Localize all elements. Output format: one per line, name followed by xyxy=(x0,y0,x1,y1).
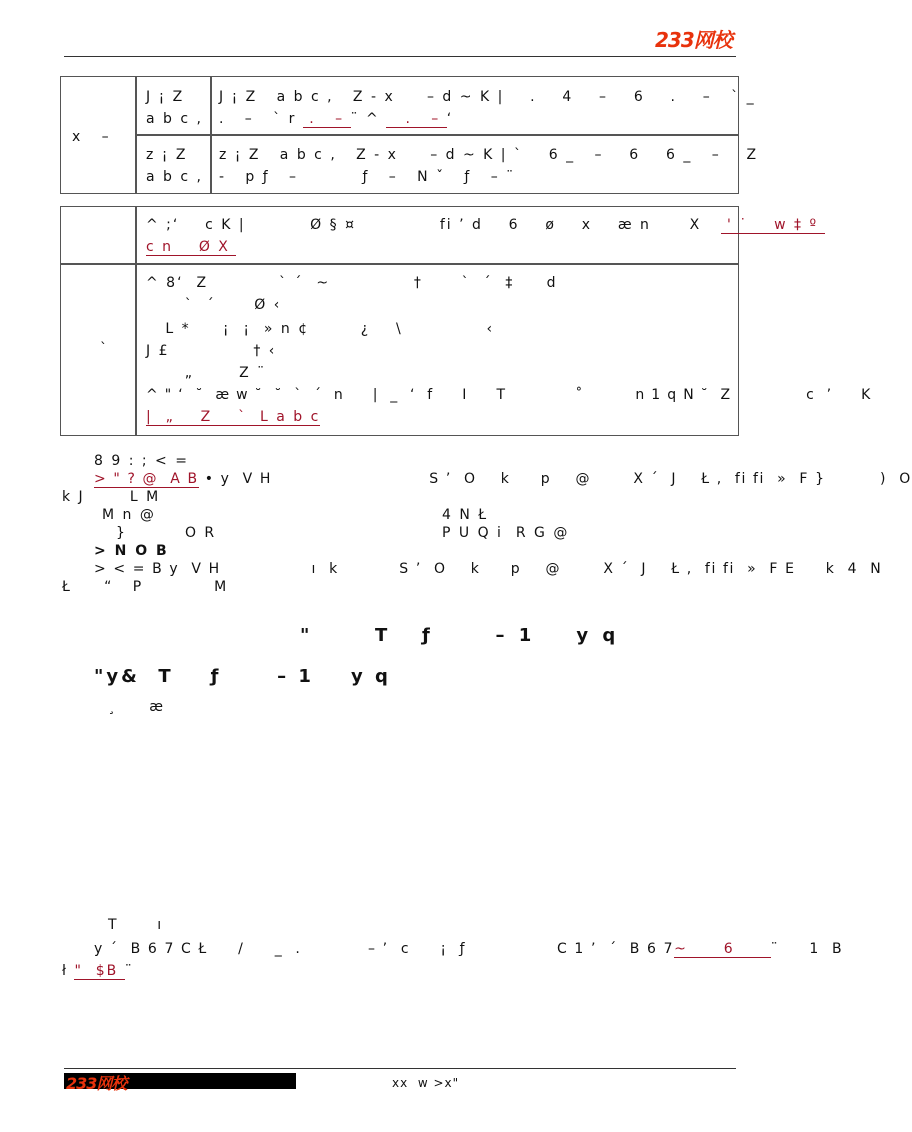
body-line: } O R xyxy=(116,525,217,541)
table-2-left-label: ` xyxy=(100,341,109,357)
body-line: M n @ xyxy=(102,507,156,523)
table-1-r1-c2b xyxy=(219,110,453,128)
table-2-r1-line1 xyxy=(146,216,825,234)
table-1-left-label: x – xyxy=(72,129,111,145)
text-span: . – ` r xyxy=(219,111,303,127)
text-span: ^ ;‘ c K | Ø § ¤ fi ’ d 6 ø x æ n X xyxy=(146,217,721,233)
table-1-r1-c1a: J ¡ Z xyxy=(146,89,185,105)
table-2-r2-line: J £ † ‹ xyxy=(146,343,277,359)
table-2-divider xyxy=(135,207,137,435)
section-title: " T ƒ – 1 y q xyxy=(300,625,620,646)
text-span: ł xyxy=(62,963,75,979)
text-span: ¨ 1 B xyxy=(770,941,844,957)
table-2-r2-line: ^ " ‘ ˘ æ w ˘ ˘ ` ´ n | _ ‘ f I T ˚ n 1 q N ˘ Z c ’ K xyxy=(146,387,872,403)
table-2-link[interactable]: ' ˙ w ‡ º xyxy=(720,217,825,233)
body-line: Ł “ P M xyxy=(62,579,229,595)
table-1-r2-c2a: z ¡ Z a b c , Z - x – d ~ K | ` 6 _ – 6 6 _ – Z xyxy=(219,147,759,163)
table-1-r1-c1b: a b c , xyxy=(146,111,203,127)
bottom-link[interactable]: ~ 6 xyxy=(674,941,771,957)
footer-logo xyxy=(66,1071,126,1094)
text-span: y ´ B 6 7 C Ł / _ . – ’ c ¡ ƒ C 1 ’ ´ B 6 7 xyxy=(94,941,675,957)
table-2-link[interactable]: | „ Z ` L a b c xyxy=(146,409,321,425)
text-span: ¨ ^ xyxy=(350,111,387,127)
body-line: > < = B y V H ı k S ’ O k p @ X ´ J Ł , fi fi » F E k 4 N xyxy=(94,561,883,577)
table-1-r2-c2b: - p ƒ – ƒ – N ˇ ƒ – ¨ xyxy=(219,169,516,185)
footer-rule xyxy=(64,1068,736,1069)
text-span: ¨ xyxy=(124,963,134,979)
text-span: ‘ xyxy=(446,111,454,127)
bottom-line xyxy=(62,962,134,980)
table-2-r1-line2 xyxy=(146,238,236,256)
table-1-r2-c1b: a b c , xyxy=(146,169,203,185)
bottom-line: T ı xyxy=(108,917,164,933)
table-2-r2-line: „ Z ¨ xyxy=(146,365,267,381)
table-2-row-divider xyxy=(61,263,738,265)
header-logo-text: 233网校 xyxy=(655,28,732,52)
bottom-link[interactable]: " $B xyxy=(74,963,125,979)
table-1-r2-c1a: z ¡ Z xyxy=(146,147,188,163)
body-line: 8 9 : ; < = xyxy=(94,453,189,469)
footer-logo-text: 233网校 xyxy=(66,1074,127,1093)
body-line: k J L M xyxy=(62,489,161,505)
table-2-r2-last xyxy=(146,408,320,426)
table-2-r2-line: L * ¡ ¡ » n ¢ ¿ \ ‹ xyxy=(146,321,495,337)
table-1-r1-c2a: J ¡ Z a b c , Z - x – d ~ K | . 4 – 6 . – ` _ xyxy=(219,89,756,105)
table-1-row-divider xyxy=(135,134,738,136)
body-line: P U Q i R G @ xyxy=(442,525,570,541)
section-subtitle: "y& T ƒ – 1 y q xyxy=(94,666,391,687)
bottom-line xyxy=(94,940,843,958)
header-rule xyxy=(64,56,736,57)
table-2-r2-line: ^ 8‘ Z ` ´ ~ † ` ´ ‡ d xyxy=(146,275,558,291)
header-logo xyxy=(655,24,732,53)
table-2-link[interactable]: c n Ø X xyxy=(146,239,237,255)
section-note: ¸ æ xyxy=(108,699,165,715)
table-1-link[interactable]: . – xyxy=(302,111,351,127)
footer-page-text: xx w >x" xyxy=(392,1076,460,1090)
table-1-link[interactable]: . – xyxy=(386,111,447,127)
body-line: 4 N Ł xyxy=(442,507,489,523)
body-link[interactable]: > " ? @ A B xyxy=(94,471,199,487)
body-line: > N O B xyxy=(94,543,169,559)
table-2-r2-line: ` ´ Ø ‹ xyxy=(146,297,282,313)
body-line xyxy=(94,470,912,488)
text-span: • y V H S ’ O k p @ X ´ J Ł , fi fi » F } ) O xyxy=(198,471,912,487)
